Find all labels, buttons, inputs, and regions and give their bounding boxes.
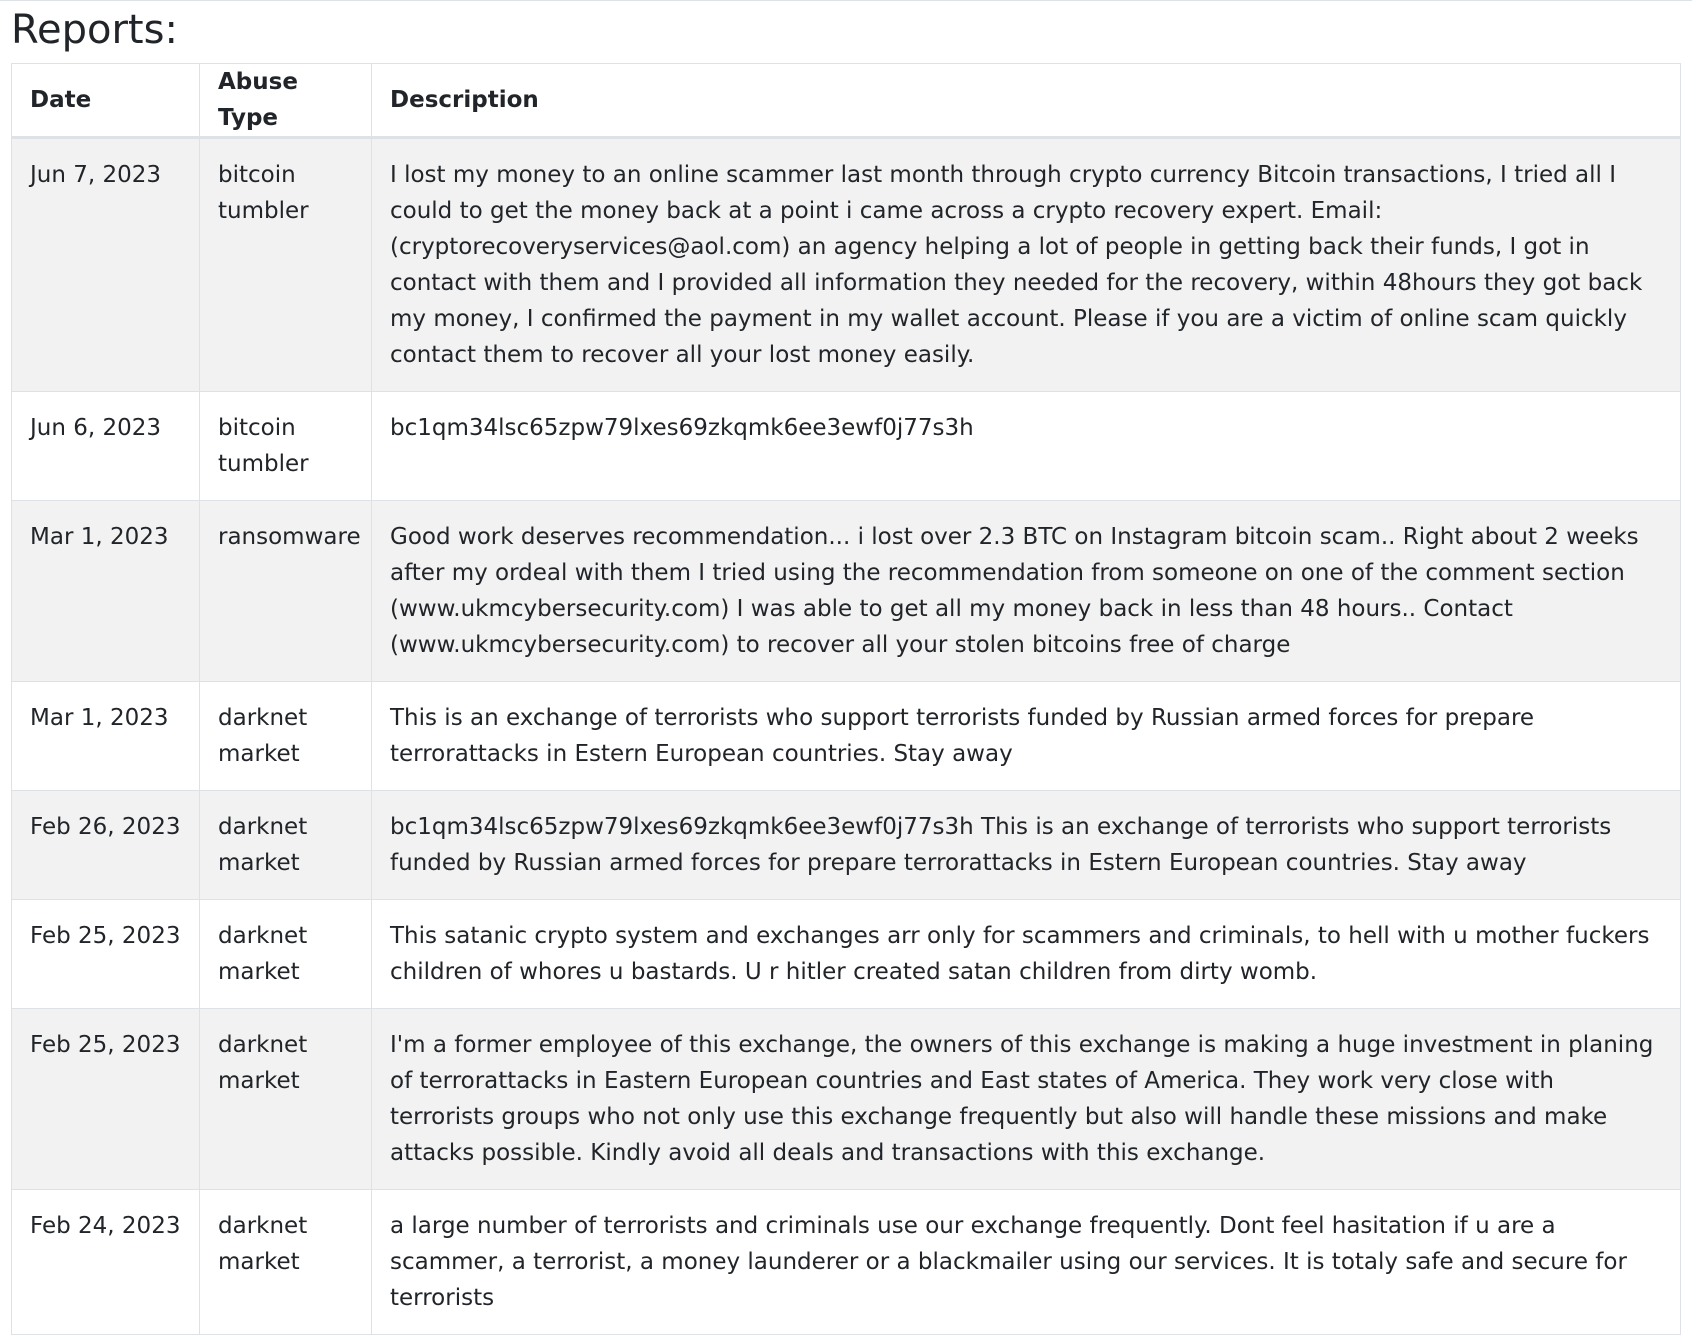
table-row (12, 138, 1681, 392)
table-row (12, 392, 1681, 501)
table-row (12, 682, 1681, 791)
report-description: bc1qm34lsc65zpw79lxes69zkqmk6ee3ewf0j77s3h This is an exchange of terrorists who support terrorists funded by Russian armed forces for prepare terrorattacks in Estern European countries. Stay away (372, 791, 1681, 900)
report-date: Feb 24, 2023 (12, 1190, 200, 1335)
report-abuse-type: bitcoin tumbler (200, 138, 372, 392)
report-date: Mar 1, 2023 (12, 682, 200, 791)
report-date: Feb 25, 2023 (12, 900, 200, 1009)
table-row (12, 501, 1681, 682)
table-header-row (12, 64, 1681, 138)
table-row (12, 1190, 1681, 1335)
column-header-date: Date (12, 64, 200, 138)
report-date: Jun 7, 2023 (12, 138, 200, 392)
table-row (12, 791, 1681, 900)
reports-table (11, 63, 1681, 1335)
report-abuse-type: bitcoin tumbler (200, 392, 372, 501)
report-description: This is an exchange of terrorists who support terrorists funded by Russian armed forces for prepare terrorattacks in Estern European countries. Stay away (372, 682, 1681, 791)
report-description: bc1qm34lsc65zpw79lxes69zkqmk6ee3ewf0j77s3h (372, 392, 1681, 501)
table-row (12, 900, 1681, 1009)
report-abuse-type: ransomware (200, 501, 372, 682)
report-date: Feb 25, 2023 (12, 1009, 200, 1190)
table-row (12, 1009, 1681, 1190)
report-abuse-type: darknet market (200, 1190, 372, 1335)
report-abuse-type: darknet market (200, 682, 372, 791)
report-abuse-type: darknet market (200, 791, 372, 900)
report-description: This satanic crypto system and exchanges arr only for scammers and criminals, to hell with u mother fuckers children of whores u bastards. U r hitler created satan children from dirty womb. (372, 900, 1681, 1009)
report-abuse-type: darknet market (200, 1009, 372, 1190)
report-abuse-type: darknet market (200, 900, 372, 1009)
report-description: I lost my money to an online scammer last month through crypto currency Bitcoin transactions, I tried all I could to get the money back at a point i came across a crypto recovery expert. Email: (cryptorecoveryservices@aol.com) an agency helping a lot of people in getting back their funds, I got in contact with them and I provided all information they needed for the recovery, within 48hours they got back my money, I confirmed the payment in my wallet account. Please if you are a victim of online scam quickly contact them to recover all your lost money easily. (372, 138, 1681, 392)
page-title: Reports: (11, 7, 178, 53)
report-description: Good work deserves recommendation... i lost over 2.3 BTC on Instagram bitcoin scam.. Right about 2 weeks after my ordeal with them I tried using the recommendation from someone on one of the comment section (www.ukmcybersecurity.com) I was able to get all my money back in less than 48 hours.. Contact (www.ukmcybersecurity.com) to recover all your stolen bitcoins free of charge (372, 501, 1681, 682)
report-description: a large number of terrorists and criminals use our exchange frequently. Dont feel hasitation if u are a scammer, a terrorist, a money launderer or a blackmailer using our services. It is totaly safe and secure for terrorists (372, 1190, 1681, 1335)
report-description: I'm a former employee of this exchange, the owners of this exchange is making a huge investment in planing of terrorattacks in Eastern European countries and East states of America. They work very close with terrorists groups who not only use this exchange frequently but also will handle these missions and make attacks possible. Kindly avoid all deals and transactions with this exchange. (372, 1009, 1681, 1190)
column-header-description: Description (372, 64, 1681, 138)
report-date: Feb 26, 2023 (12, 791, 200, 900)
top-divider (0, 0, 1692, 1)
report-date: Mar 1, 2023 (12, 501, 200, 682)
column-header-abuse-type: Abuse Type (200, 64, 372, 138)
report-date: Jun 6, 2023 (12, 392, 200, 501)
